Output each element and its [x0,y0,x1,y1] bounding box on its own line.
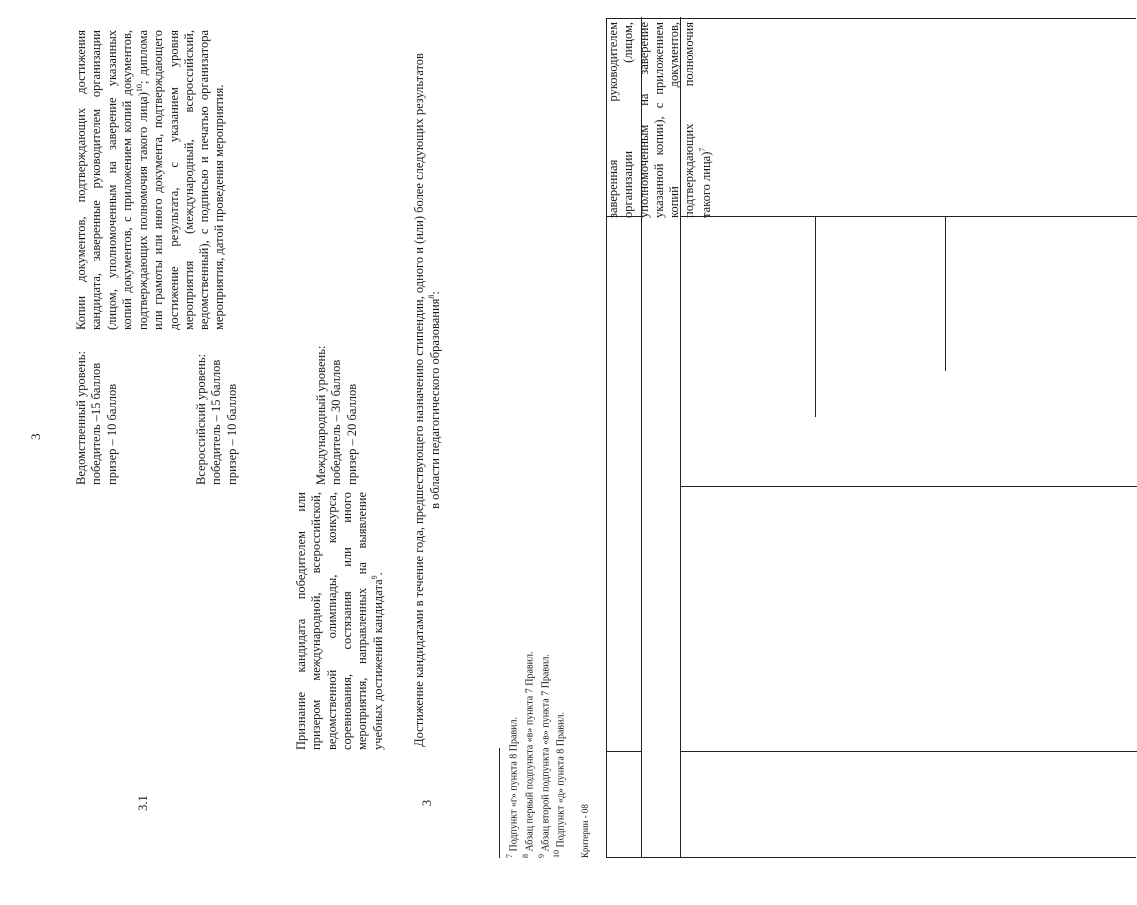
level-departmental-title: Ведомственный уровень: [74,351,88,485]
level-departmental-block [74,335,120,485]
table-grid-line [945,217,946,371]
s3-heading-body: Достижение кандидатами в течение года, предшествующего назначению стипендии, одного и (или) более следующих результатов в области педагогического образования [412,53,443,747]
level-departmental-winner: победитель –15 баллов [89,362,104,485]
level-international-block [314,335,360,485]
table-grid-line [815,217,816,417]
s3-heading: Достижение кандидатами в течение года, предшествующего назначению стипендии, одного и (или) более следующих результатов в области педагогического образования$^8$: [412,53,443,747]
top-docs-sup: 7 [697,147,707,152]
footnote-9-text: Абзац второй подпункта «в» пункта 7 Правил. [539,654,551,852]
s31-docs-body2: ; диплома или грамоты или иного документа, подтверждающего достижение результата, с указанием уровня мероприятия (международный, всероссийский, ведомственный), с подписью и печатью организатора мероприятия, датой проведения мероприятия. [136,30,227,330]
footnote-7-text: Подпункт «г» пункта 8 Правил. [508,716,520,852]
level-national-block [194,335,240,485]
footnote-9-num: 9 [536,854,546,858]
top-docs-text-body: заверенная руководителем организации (лицом, уполномоченным на заверение указанной копии), с приложением копий документов, подтверждающих полномочия такого лица) [606,22,713,218]
top-docs-text [606,22,714,218]
level-national-prize: призер – 10 баллов [224,383,239,485]
subsection-number [679,753,1136,858]
subsection-description [679,488,1136,753]
footnote-8-text: Абзац первый подпункта «в» пункта 7 Правил. [524,651,536,852]
footnote-8-num: 8 [520,854,530,858]
level-international-title: Международный уровень: [314,345,328,485]
docs-column [679,18,1136,218]
level-national-title: Всероссийский уровень: [194,354,208,485]
level-departmental-prize: призер – 10 баллов [104,383,119,485]
s31-docs-sup: 10 [135,84,144,93]
s3-heading-sup: 8 [427,294,437,299]
s31-description-body: Признание кандидата победителем или призером международной, всероссийской, ведомственной олимпиады, конкурса, соревнования, состязания или иного мероприятия, направленных на выявление учебных достижений кандидата [294,492,386,750]
criteria-stamp: Критерии - 08 [580,804,590,858]
s3-number: 3 [420,799,434,807]
s31-docs [74,30,228,330]
footnote-7-num: 7 [505,854,514,858]
footnote-10-num: 10 [552,850,562,858]
section-3-number [640,753,679,858]
footnote-10-text: Подпункт «д» пункта 8 Правил. [555,712,567,848]
level-international-prize: призер – 20 баллов [344,383,359,485]
s31-description-sup: 9 [370,575,380,580]
table-text [64,18,594,858]
page-number: 3 [28,433,43,440]
s31-number: 3.1 [136,795,150,811]
s31-description: Признание кандидата победителем или призером международной, всероссийской, ведомственной олимпиады, конкурса, соревнования, состязания или иного мероприятия, направленных на выявление учебных достижений кандидата$^9$. [294,492,386,750]
level-national-winner: победитель – 15 баллов [209,359,224,485]
s31-docs-body: Копии документов, подтверждающих достижения кандидата, заверенные руководителем организации (лицом, уполномоченным на заверение указанных копий документов, с приложением копий документов, подтверждающих полномочия такого лица) [74,30,151,330]
level-international-winner: победитель – 30 баллов [329,359,344,485]
